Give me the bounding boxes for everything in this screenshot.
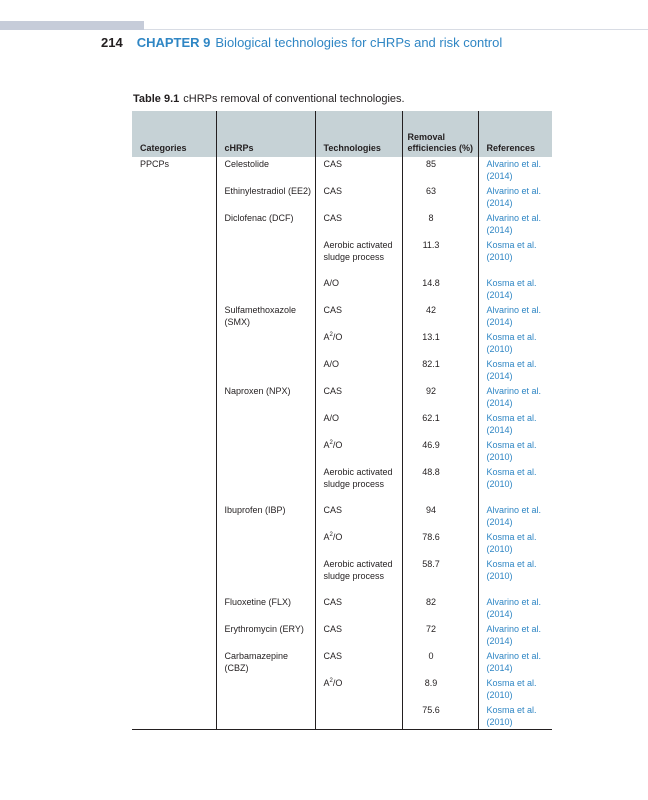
cell-reference: Alvarino et al. (2014) [478, 157, 552, 184]
header-color-band [0, 21, 144, 30]
cell-category [132, 357, 216, 384]
superscript-two: 2 [329, 678, 333, 684]
cell-chrp: Sulfamethoxazole (SMX) [216, 303, 315, 330]
table-row [132, 238, 552, 276]
cell-reference: Kosma et al. (2010) [478, 703, 552, 730]
cell-reference: Kosma et al. (2010) [478, 530, 552, 557]
cell-chrp [216, 530, 315, 557]
cell-category [132, 211, 216, 238]
page-number: 214 [101, 35, 123, 50]
cell-reference: Kosma et al. (2010) [478, 438, 552, 465]
table-body [132, 157, 552, 730]
cell-chrp [216, 238, 315, 276]
cell-reference: Kosma et al. (2014) [478, 276, 552, 303]
cell-removal-efficiency: 46.9 [402, 438, 478, 465]
header-technologies: Technologies [315, 111, 402, 157]
cell-removal-efficiency: 0 [402, 649, 478, 676]
table-row [132, 411, 552, 438]
cell-removal-efficiency: 82 [402, 595, 478, 622]
table-row [132, 384, 552, 411]
cell-reference: Alvarino et al. (2014) [478, 649, 552, 676]
header-chrps: cHRPs [216, 111, 315, 157]
cell-reference: Kosma et al. (2010) [478, 676, 552, 703]
cell-reference: Kosma et al. (2010) [478, 465, 552, 503]
table-header-row [132, 111, 552, 157]
cell-technology: $A^2/O$ [315, 330, 402, 357]
table-row [132, 357, 552, 384]
cell-reference: Kosma et al. (2014) [478, 357, 552, 384]
cell-chrp: Ibuprofen (IBP) [216, 503, 315, 530]
cell-technology: CAS [315, 384, 402, 411]
cell-category [132, 238, 216, 276]
cell-removal-efficiency: 75.6 [402, 703, 478, 730]
superscript-two: 2 [329, 532, 333, 538]
table-row [132, 676, 552, 703]
superscript-two: 2 [329, 332, 333, 338]
cell-removal-efficiency: 62.1 [402, 411, 478, 438]
cell-category [132, 330, 216, 357]
table-caption-text: cHRPs removal of conventional technologies. [183, 93, 405, 105]
table-caption [133, 93, 405, 105]
cell-technology: $A^2/O$ [315, 530, 402, 557]
table-row [132, 649, 552, 676]
cell-chrp: Naproxen (NPX) [216, 384, 315, 411]
table-row [132, 330, 552, 357]
table-row [132, 595, 552, 622]
cell-removal-efficiency: 92 [402, 384, 478, 411]
cell-chrp [216, 557, 315, 595]
cell-chrp [216, 357, 315, 384]
cell-technology: CAS [315, 595, 402, 622]
cell-category [132, 503, 216, 530]
cell-technology: CAS [315, 622, 402, 649]
cell-category [132, 384, 216, 411]
table-row [132, 438, 552, 465]
cell-category [132, 595, 216, 622]
cell-chrp [216, 276, 315, 303]
cell-category [132, 276, 216, 303]
cell-chrp: Erythromycin (ERY) [216, 622, 315, 649]
cell-technology: CAS [315, 303, 402, 330]
cell-removal-efficiency: 85 [402, 157, 478, 184]
cell-technology: CAS [315, 503, 402, 530]
cell-removal-efficiency: 13.1 [402, 330, 478, 357]
cell-category [132, 557, 216, 595]
table-row [132, 530, 552, 557]
cell-category [132, 465, 216, 503]
cell-reference: Alvarino et al. (2014) [478, 184, 552, 211]
cell-reference: Alvarino et al. (2014) [478, 211, 552, 238]
table-row [132, 622, 552, 649]
cell-technology: CAS [315, 184, 402, 211]
cell-technology: A/O [315, 411, 402, 438]
cell-removal-efficiency: 11.3 [402, 238, 478, 276]
cell-removal-efficiency: 72 [402, 622, 478, 649]
table-row [132, 157, 552, 184]
cell-removal-efficiency: 8.9 [402, 676, 478, 703]
cell-category [132, 649, 216, 676]
cell-category [132, 530, 216, 557]
table-row [132, 557, 552, 595]
cell-reference: Alvarino et al. (2014) [478, 303, 552, 330]
removal-table [132, 111, 552, 730]
cell-removal-efficiency: 82.1 [402, 357, 478, 384]
cell-removal-efficiency: 58.7 [402, 557, 478, 595]
cell-category [132, 184, 216, 211]
cell-technology: A/O [315, 357, 402, 384]
cell-chrp [216, 330, 315, 357]
cell-removal-efficiency: 78.6 [402, 530, 478, 557]
cell-reference: Alvarino et al. (2014) [478, 384, 552, 411]
header-rule [144, 29, 648, 30]
cell-reference: Alvarino et al. (2014) [478, 595, 552, 622]
cell-chrp [216, 676, 315, 703]
superscript-two: 2 [329, 440, 333, 446]
removal-table-container [132, 111, 552, 730]
cell-chrp: Celestolide [216, 157, 315, 184]
table-row [132, 184, 552, 211]
cell-reference: Kosma et al. (2010) [478, 238, 552, 276]
table-row [132, 703, 552, 730]
running-head [101, 35, 502, 50]
cell-technology: CAS [315, 211, 402, 238]
cell-chrp: Fluoxetine (FLX) [216, 595, 315, 622]
cell-technology: $A^2/O$ [315, 438, 402, 465]
cell-removal-efficiency: 63 [402, 184, 478, 211]
cell-category [132, 303, 216, 330]
table-row [132, 303, 552, 330]
cell-technology: $A^2/O$ [315, 676, 402, 703]
cell-technology [315, 703, 402, 730]
cell-technology: Aerobic activated sludge process [315, 465, 402, 503]
cell-removal-efficiency: 42 [402, 303, 478, 330]
cell-reference: Kosma et al. (2010) [478, 557, 552, 595]
cell-category: PPCPs [140, 159, 170, 169]
header-removal-efficiencies: Removal efficiencies (%) [402, 111, 478, 157]
cell-reference: Alvarino et al. (2014) [478, 622, 552, 649]
cell-chrp: Carbamazepine (CBZ) [216, 649, 315, 676]
cell-chrp: Ethinylestradiol (EE2) [216, 184, 315, 211]
cell-removal-efficiency: 8 [402, 211, 478, 238]
cell-category [132, 411, 216, 438]
cell-category [132, 703, 216, 730]
cell-technology: CAS [315, 649, 402, 676]
cell-reference: Alvarino et al. (2014) [478, 503, 552, 530]
table-row [132, 465, 552, 503]
table-number: Table 9.1 [133, 93, 180, 105]
cell-removal-efficiency: 48.8 [402, 465, 478, 503]
cell-technology: Aerobic activated sludge process [315, 557, 402, 595]
cell-chrp [216, 703, 315, 730]
cell-reference: Kosma et al. (2010) [478, 330, 552, 357]
cell-removal-efficiency: 94 [402, 503, 478, 530]
header-categories: Categories [132, 111, 216, 157]
cell-technology: A/O [315, 276, 402, 303]
table-row [132, 503, 552, 530]
header-references: References [478, 111, 552, 157]
table-row [132, 276, 552, 303]
cell-removal-efficiency: 14.8 [402, 276, 478, 303]
table-row [132, 211, 552, 238]
cell-technology: Aerobic activated sludge process [315, 238, 402, 276]
cell-technology: CAS [315, 157, 402, 184]
chapter-label: CHAPTER 9 [136, 35, 211, 50]
cell-reference: Kosma et al. (2014) [478, 411, 552, 438]
cell-category [132, 676, 216, 703]
cell-chrp [216, 465, 315, 503]
cell-category [132, 622, 216, 649]
cell-chrp: Diclofenac (DCF) [216, 211, 315, 238]
cell-chrp [216, 438, 315, 465]
chapter-title: Biological technologies for cHRPs and risk control [215, 35, 503, 50]
cell-chrp [216, 411, 315, 438]
cell-category [132, 438, 216, 465]
